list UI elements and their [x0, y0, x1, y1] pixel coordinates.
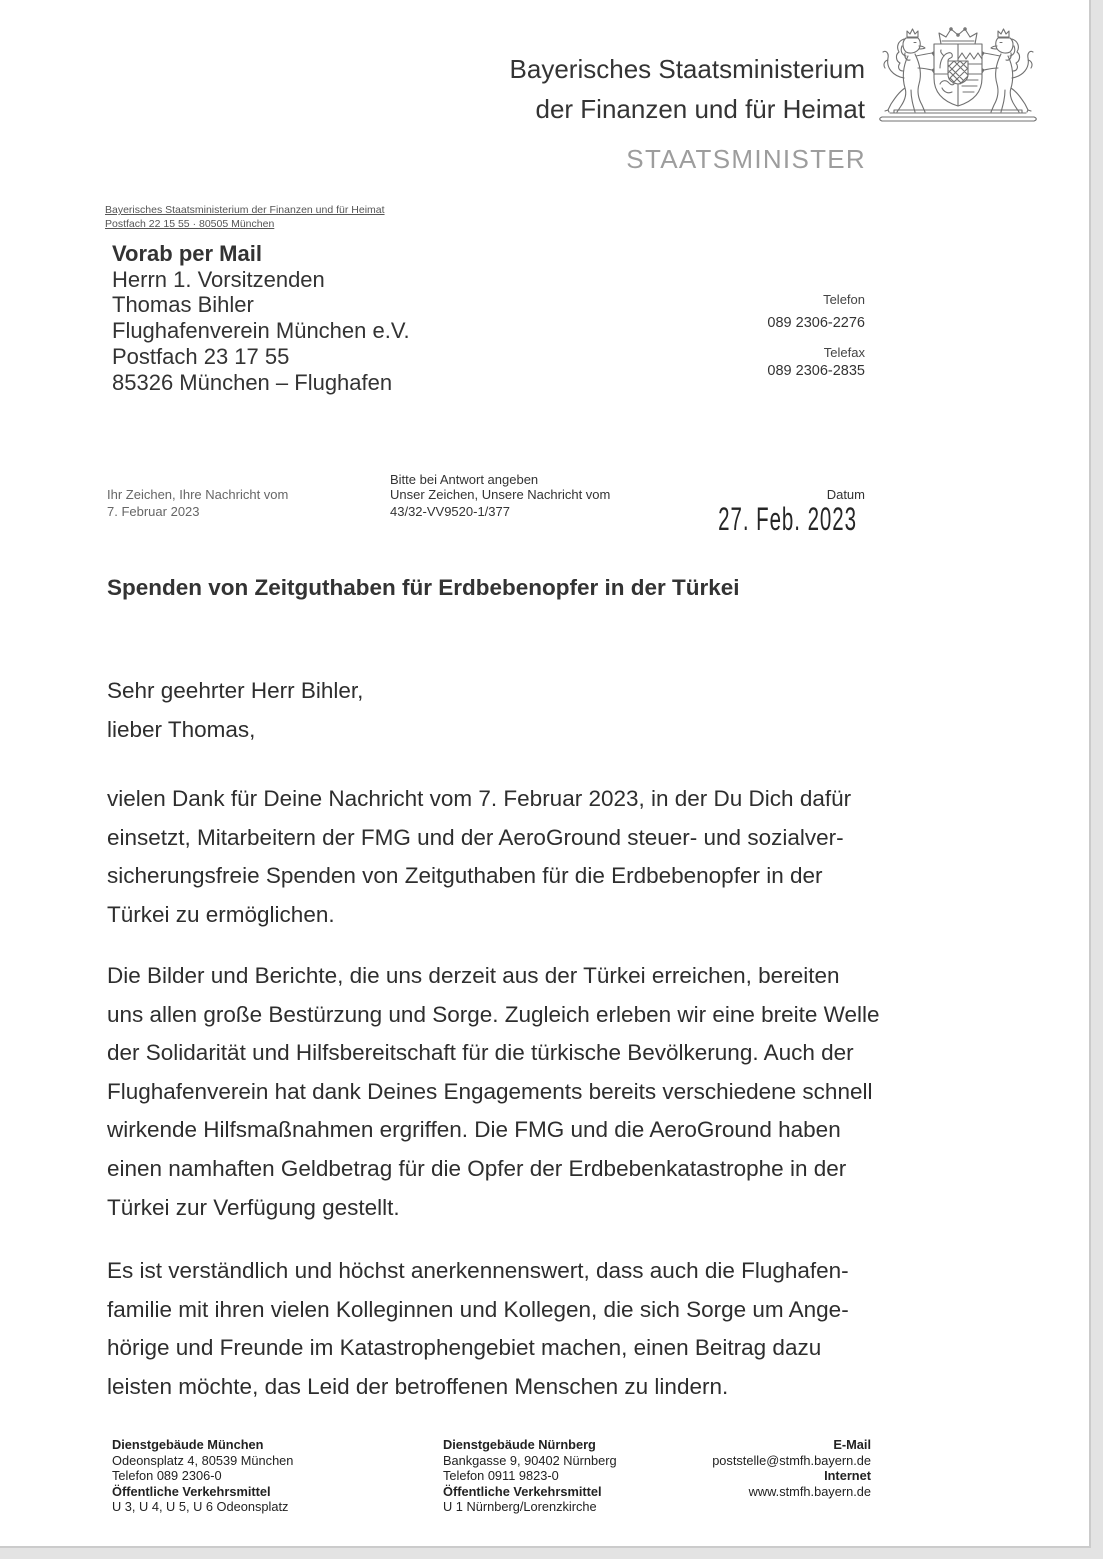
- office-title: STAATSMINISTER: [626, 144, 866, 174]
- return-address-line: Postfach 22 15 55 · 80505 München: [105, 218, 275, 230]
- lion-supporter-left: [883, 29, 935, 112]
- salutation-line: Sehr geehrter Herr Bihler,: [107, 678, 364, 703]
- salutation-line: lieber Thomas,: [107, 716, 256, 742]
- paragraph-line: familie mit ihren vielen Kolleginnen und Kollegen, die sich Sorge um Ange-: [107, 1296, 849, 1322]
- footer-email-label: E-Mail: [833, 1437, 871, 1452]
- paragraph-line: Türkei zu ermöglichen.: [107, 901, 335, 927]
- paragraph-line: Es ist verständlich und höchst anerkennenswert, dass auch die Flughafen-: [107, 1258, 849, 1283]
- pedestal: [880, 110, 1037, 121]
- paragraph-line: wirkende Hilfsmaßnahmen ergriffen. Die FMG und die AeroGround haben: [107, 1117, 841, 1143]
- paragraph-line: der Solidarität und Hilfsbereitschaft für die türkische Bevölkerung. Auch der: [107, 1040, 854, 1066]
- ministry-name-line-1: Bayerisches Staatsministerium: [509, 54, 865, 84]
- footer-address: Odeonsplatz 4, 80539 München: [112, 1452, 294, 1468]
- fax-number: 089 2306-2835: [767, 363, 865, 379]
- phone-number: 089 2306-2276: [767, 315, 865, 331]
- phone-label: Telefon: [823, 292, 865, 307]
- crown: [939, 28, 977, 44]
- delivery-note: Vorab per Mail: [112, 241, 262, 266]
- paragraph-line: uns allen große Bestürzung und Sorge. Zugleich erleben wir eine breite Welle: [107, 1001, 880, 1027]
- reply-note: Bitte bei Antwort angeben: [390, 472, 539, 487]
- paragraph-line: einen namhaften Geldbetrag für die Opfer der Erdbebenkatastrophe in der: [107, 1155, 847, 1181]
- footer-website: www.stmfh.bayern.de: [748, 1483, 871, 1499]
- body-paragraph: [107, 1252, 849, 1406]
- recipient-line: Postfach 23 17 55: [112, 343, 290, 369]
- paragraph-line: leisten möchte, das Leid der betroffenen Menschen zu lindern.: [107, 1373, 729, 1399]
- paragraph-line: sicherungsfreie Spenden von Zeitguthaben für die Erdbebenopfer in der: [107, 863, 823, 889]
- footer-internet-label: Internet: [824, 1468, 871, 1483]
- lion-supporter-right: [981, 29, 1033, 112]
- salutation: [107, 672, 363, 749]
- ministry-name-line-2: der Finanzen und für Heimat: [535, 94, 865, 124]
- paragraph-line: einsetzt, Mitarbeitern der FMG und der AeroGround steuer- und sozialver-: [107, 824, 844, 850]
- body-paragraph: [107, 957, 880, 1227]
- our-reference-label: Unser Zeichen, Unsere Nachricht vom: [390, 487, 611, 502]
- footer-phone: Telefon 0911 9823-0: [443, 1468, 559, 1483]
- footer-transit-heading: Öffentliche Verkehrsmittel: [112, 1483, 271, 1499]
- letter-subject: Spenden von Zeitguthaben für Erdbebenopfer in der Türkei: [107, 575, 740, 600]
- recipient-line: 85326 München – Flughafen: [112, 369, 393, 395]
- footer-heading: Dienstgebäude Nürnberg: [443, 1437, 596, 1452]
- paragraph-line: vielen Dank für Deine Nachricht vom 7. Februar 2023, in der Du Dich dafür: [107, 786, 852, 811]
- fax-label: Telefax: [823, 345, 865, 360]
- recipient-line: Thomas Bihler: [112, 292, 254, 318]
- return-address: [105, 203, 385, 231]
- footer-address: Bankgasse 9, 90402 Nürnberg: [443, 1452, 617, 1468]
- return-address-line: Bayerisches Staatsministerium der Finanzen und für Heimat: [105, 204, 385, 216]
- your-reference-value: 7. Februar 2023: [107, 504, 200, 519]
- paragraph-line: hörige und Freunde im Katastrophengebiet machen, einen Beitrag dazu: [107, 1335, 822, 1361]
- footer-transit: U 3, U 4, U 5, U 6 Odeonsplatz: [112, 1499, 289, 1514]
- shield: [934, 44, 982, 106]
- paragraph-line: Die Bilder und Berichte, die uns derzeit aus der Türkei erreichen, bereiten: [107, 963, 840, 988]
- footer-transit: U 1 Nürnberg/Lorenzkirche: [443, 1499, 597, 1514]
- footer-email: poststelle@stmfh.bayern.de: [712, 1452, 871, 1468]
- body-paragraph: [107, 780, 851, 934]
- paragraph-line: Türkei zur Verfügung gestellt.: [107, 1194, 400, 1220]
- recipient-line: Herrn 1. Vorsitzenden: [112, 266, 325, 292]
- recipient-address: [112, 241, 410, 395]
- date-label: Datum: [826, 487, 865, 502]
- bavarian-coat-of-arms-icon: [878, 26, 1038, 124]
- your-reference-label: Ihr Zeichen, Ihre Nachricht vom: [107, 487, 289, 502]
- recipient-line: Flughafenverein München e.V.: [112, 318, 410, 344]
- footer-nuremberg-office: [443, 1437, 617, 1515]
- footer-transit-heading: Öffentliche Verkehrsmittel: [443, 1483, 602, 1499]
- footer-munich-office: [112, 1437, 293, 1515]
- footer-online-contact: [712, 1437, 871, 1499]
- footer-heading: Dienstgebäude München: [112, 1437, 264, 1452]
- our-reference-value: 43/32-VV9520-1/377: [390, 504, 510, 519]
- footer-phone: Telefon 089 2306-0: [112, 1468, 222, 1483]
- date-stamp: 27. Feb. 2023: [718, 501, 857, 537]
- paragraph-line: Flughafenverein hat dank Deines Engagements bereits verschiedene schnell: [107, 1078, 873, 1104]
